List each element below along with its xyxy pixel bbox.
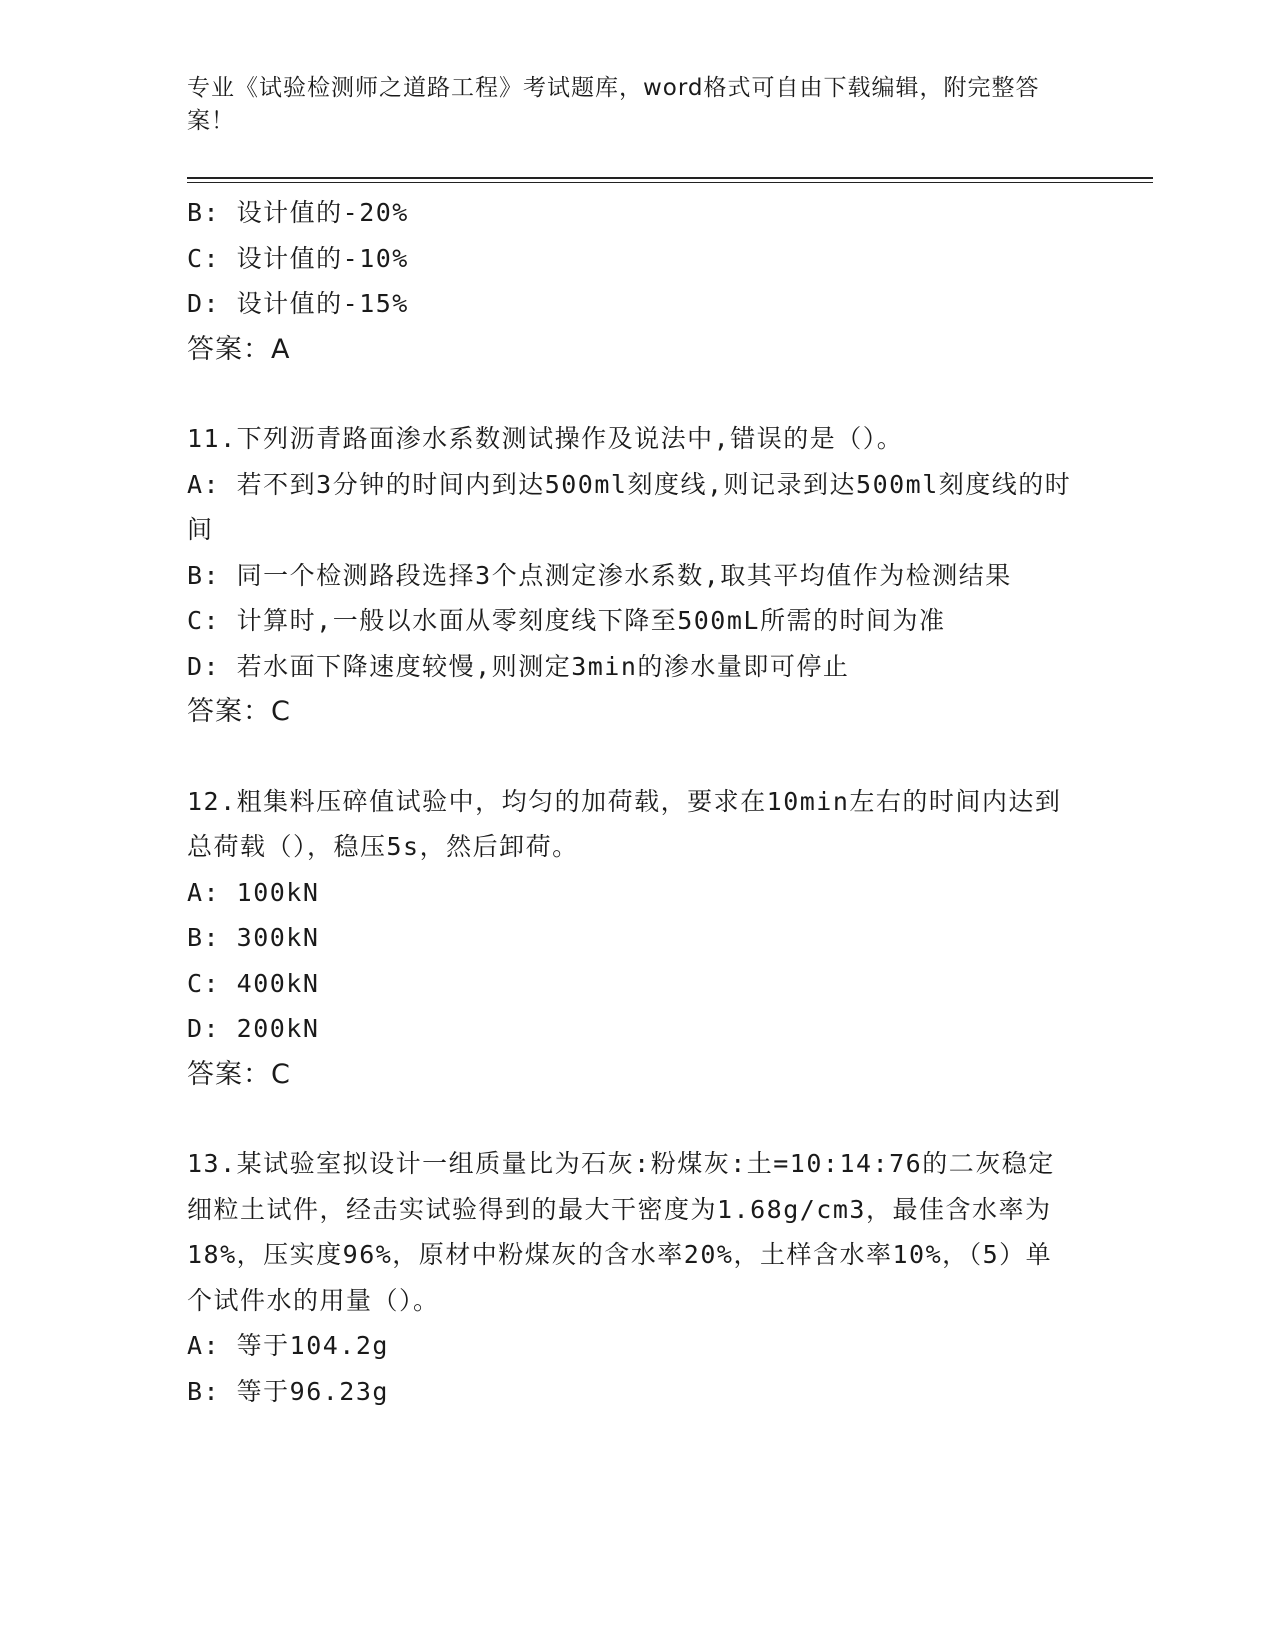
option-a: A: 100kN	[187, 877, 320, 907]
spacer	[187, 1097, 1077, 1141]
option-b: B: 300kN	[187, 923, 320, 952]
option-c: C: 计算时,一般以水面从零刻度线下降至500mL所需的时间为准	[187, 606, 946, 635]
option-b: B: 同一个检测路段选择3个点测定渗水系数,取其平均值作为检测结果	[187, 560, 1012, 590]
answer-line: 答案：A	[187, 333, 291, 365]
option-b: B: 设计值的-20%	[187, 198, 409, 227]
question-11	[187, 416, 1077, 735]
option-a: A: 等于104.2g	[187, 1331, 389, 1360]
spacer	[187, 735, 1077, 779]
question-content	[187, 190, 1077, 1414]
option-d: D: 设计值的-15%	[187, 289, 409, 318]
question-stem: 11.下列沥青路面渗水系数测试操作及说法中,错误的是（）。	[187, 424, 904, 453]
question-10-tail	[187, 190, 1077, 372]
document-header: 专业《试验检测师之道路工程》考试题库，word格式可自由下载编辑，附完整答案！	[187, 75, 1040, 134]
question-stem: 12.粗集料压碎值试验中，均匀的加荷载，要求在10min左右的时间内达到总荷载（），稳压5s，然后卸荷。	[187, 786, 1062, 861]
answer-line: 答案：C	[187, 696, 291, 727]
option-c: C: 400kN	[187, 968, 320, 998]
question-stem: 13.某试验室拟设计一组质量比为石灰:粉煤灰:土=10:14:76的二灰稳定细粒土试件，经击实试验得到的最大干密度为1.68g/cm3，最佳含水率为18%，压实度96%，原材中粉煤灰的含水率20%，土样含水率10%，（5）单个试件水的用量（）。	[187, 1149, 1055, 1315]
header-divider-thick	[187, 177, 1153, 179]
option-d: D: 200kN	[187, 1014, 320, 1043]
option-d: D: 若水面下降速度较慢,则测定3min的渗水量即可停止	[187, 651, 850, 681]
question-12	[187, 779, 1077, 1098]
spacer	[187, 372, 1077, 416]
option-c: C: 设计值的-10%	[187, 243, 409, 273]
question-13	[187, 1141, 1077, 1414]
option-a: A: 若不到3分钟的时间内到达500ml刻度线,则记录到达500ml刻度线的时间	[187, 469, 1072, 544]
option-b: B: 等于96.23g	[187, 1376, 389, 1406]
header-divider-thin	[187, 182, 1153, 183]
answer-line: 答案：C	[187, 1058, 291, 1090]
